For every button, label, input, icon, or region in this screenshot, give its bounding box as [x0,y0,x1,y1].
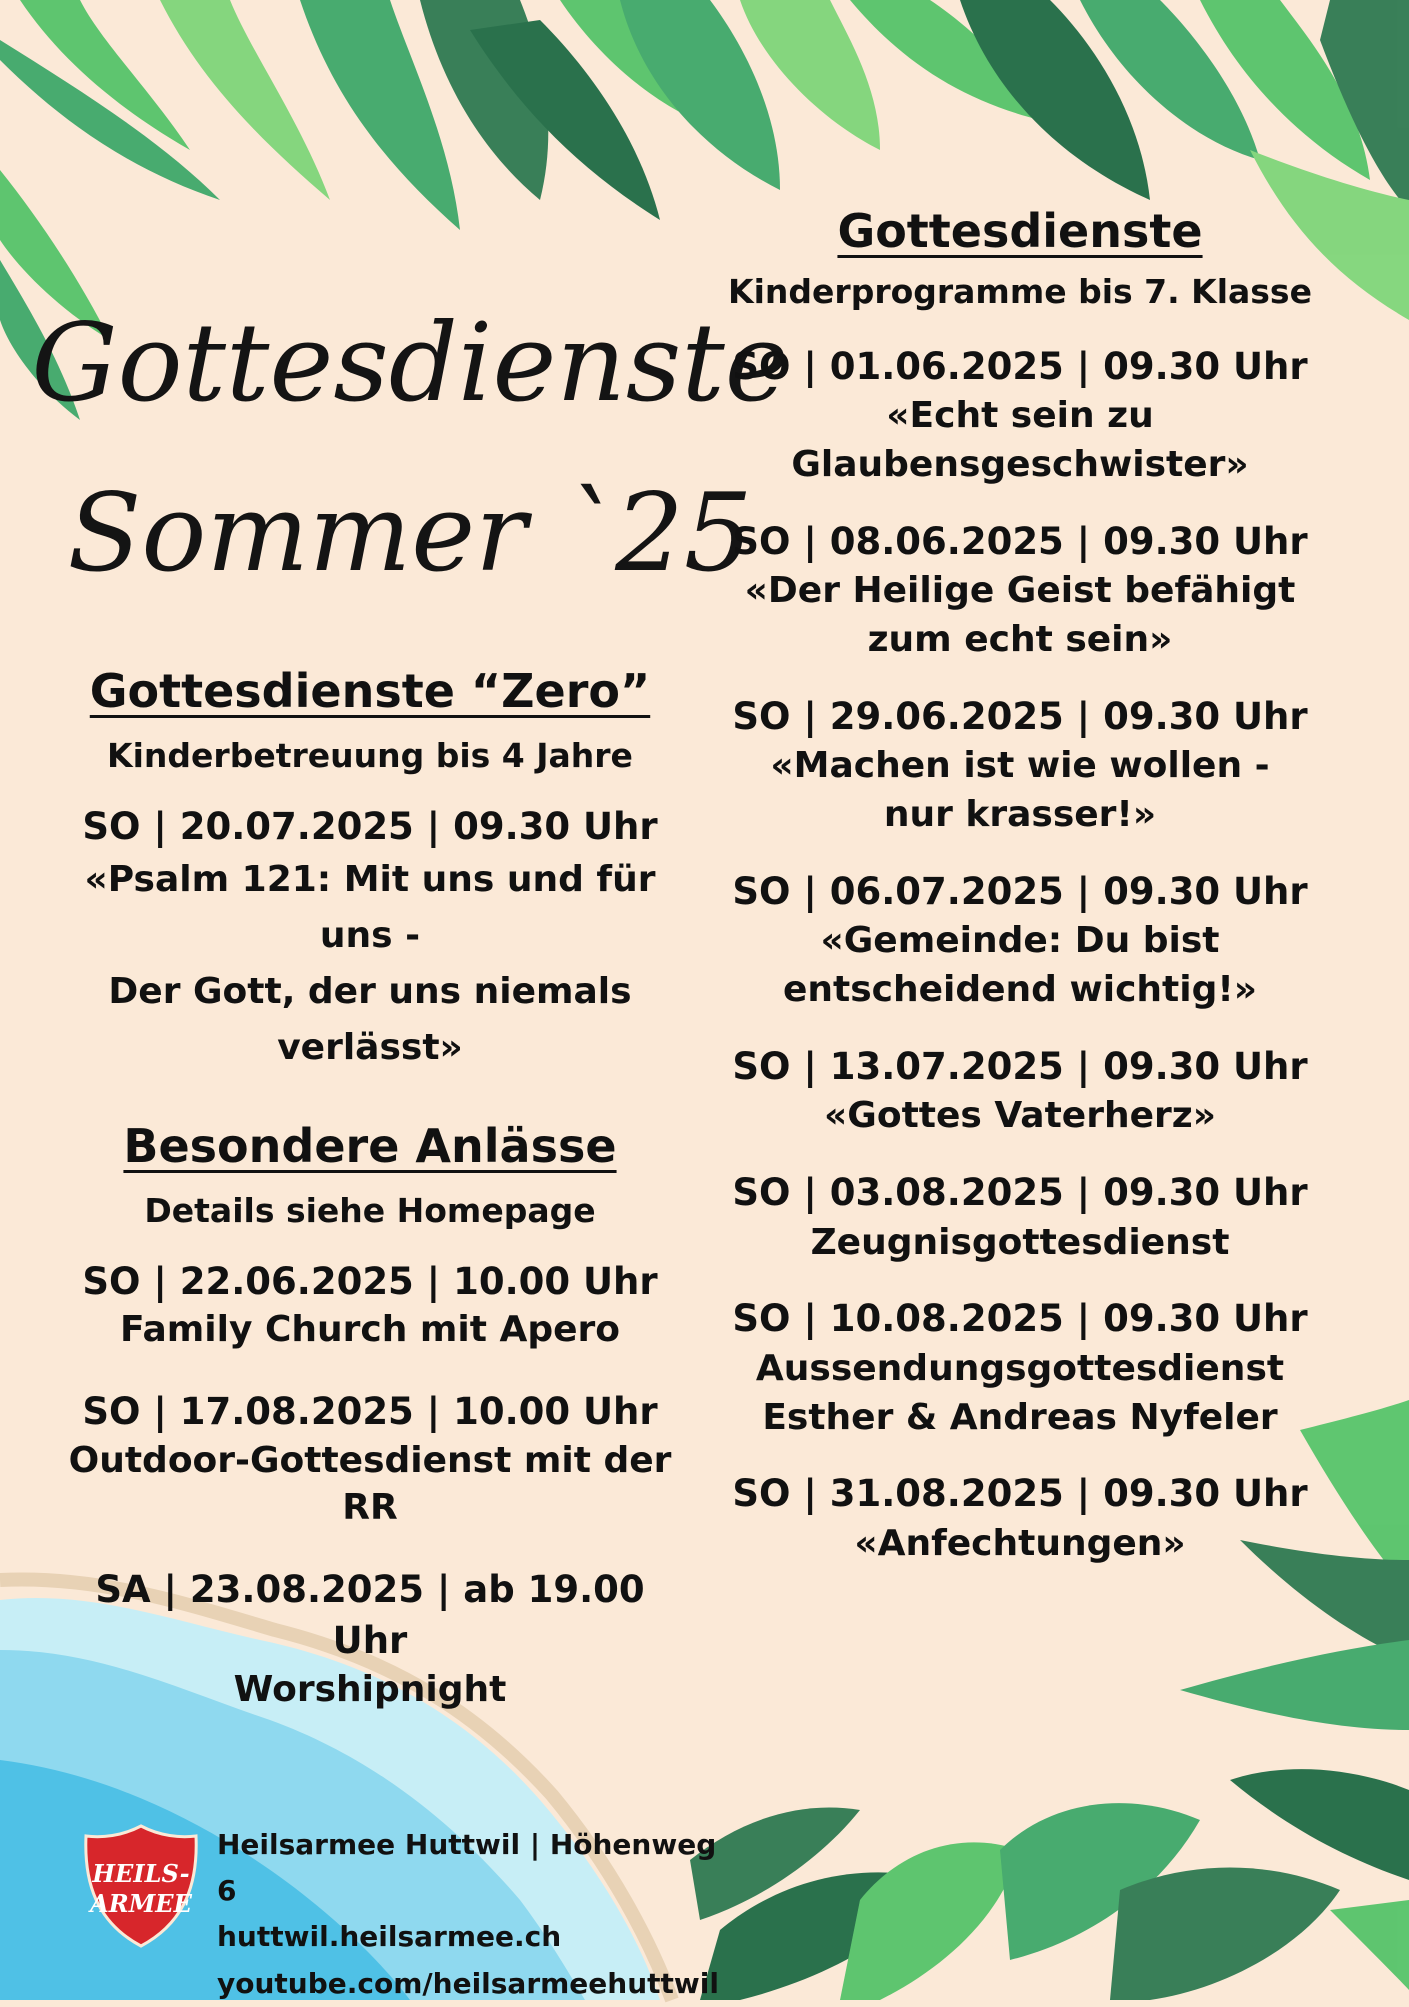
event-item [700,1468,1340,1568]
event-item [700,1293,1340,1442]
special-heading: Besondere Anlässe [123,1119,617,1173]
website-link[interactable]: huttwil.heilsarmee.ch [217,1920,562,1954]
event-title-line: «Echt sein zu Glaubensgeschwister» [791,395,1249,486]
event-title-line: «Der Heilige Geist befähigt [744,570,1296,612]
event-item [700,866,1340,1015]
event-title-line: «Machen ist wie wollen - [770,745,1270,787]
event-title-line: Esther & Andreas Nyfeler [762,1396,1278,1438]
event-date: SO | 03.08.2025 | 09.30 Uhr [732,1171,1308,1215]
event-date: SO | 22.06.2025 | 10.00 Uhr [82,1259,658,1303]
event-item [700,1041,1340,1141]
event-date: SA | 23.08.2025 | ab 19.00 Uhr [95,1567,645,1663]
heilsarmee-logo [82,1822,200,1950]
event-title-line: zum echt sein» [867,619,1173,661]
zero-heading: Gottesdienste “Zero” [89,664,651,718]
event-date: SO | 31.08.2025 | 09.30 Uhr [732,1472,1308,1516]
event-title-line: Worshipnight [233,1669,507,1711]
event-title-line: Family Church mit Apero [119,1309,621,1351]
event-date: SO | 10.08.2025 | 09.30 Uhr [732,1297,1308,1341]
youtube-link[interactable]: youtube.com/heilsarmeehuttwil [217,1966,719,2000]
script-title [31,250,789,640]
event-title-line: nur krasser!» [883,794,1157,836]
event-item [700,1167,1340,1267]
footer [82,1818,719,2000]
event-item [60,1564,680,1714]
event-item [700,341,1340,490]
event-item [700,691,1340,840]
logo-text-1: HEILS- [92,1859,190,1888]
event-title-line: «Psalm 121: Mit uns und für uns - [84,859,656,957]
special-subtitle: Details siehe Homepage [144,1190,596,1230]
event-item [60,1386,680,1531]
special-section [60,1118,680,1714]
script-title-line2: Sommer `25 [67,471,753,596]
event-item [700,516,1340,665]
zero-section [60,663,680,1076]
event-title-line: Aussendungsgottesdienst [755,1348,1285,1390]
event-date: SO | 20.07.2025 | 09.30 Uhr [82,804,658,848]
event-title-line: Der Gott, der uns niemals [108,971,632,1013]
event-date: SO | 08.06.2025 | 09.30 Uhr [732,519,1308,563]
event-title-line: «Anfechtungen» [854,1523,1186,1565]
event-date: SO | 17.08.2025 | 10.00 Uhr [82,1390,658,1434]
logo-text-2: ARMEE [90,1889,192,1918]
address-text: Heilsarmee Huttwil | Höhenweg 6 [217,1828,717,1908]
main-services-section [700,203,1340,1569]
script-title-line1: Gottesdienste [31,301,789,426]
event-date: SO | 06.07.2025 | 09.30 Uhr [732,869,1308,913]
event-item [60,1256,680,1355]
event-title-line: «Gemeinde: Du bist [820,920,1220,962]
event-title-line: Zeugnisgottesdienst [810,1221,1230,1263]
event-date: SO | 29.06.2025 | 09.30 Uhr [732,694,1308,738]
event-title-line: «Gottes Vaterherz» [824,1095,1216,1137]
event-date: SO | 13.07.2025 | 09.30 Uhr [732,1044,1308,1088]
event-title-line: Outdoor-Gottesdienst mit der RR [68,1440,672,1528]
zero-subtitle: Kinderbetreuung bis 4 Jahre [107,735,633,775]
services-subtitle: Kinderprogramme bis 7. Klasse [728,271,1312,311]
event-item [60,801,680,1076]
event-title-line: verlässt» [277,1026,463,1068]
event-date: SO | 01.06.2025 | 09.30 Uhr [732,344,1308,388]
event-title-line: entscheidend wichtig!» [782,969,1258,1011]
services-heading: Gottesdienste [837,204,1203,258]
